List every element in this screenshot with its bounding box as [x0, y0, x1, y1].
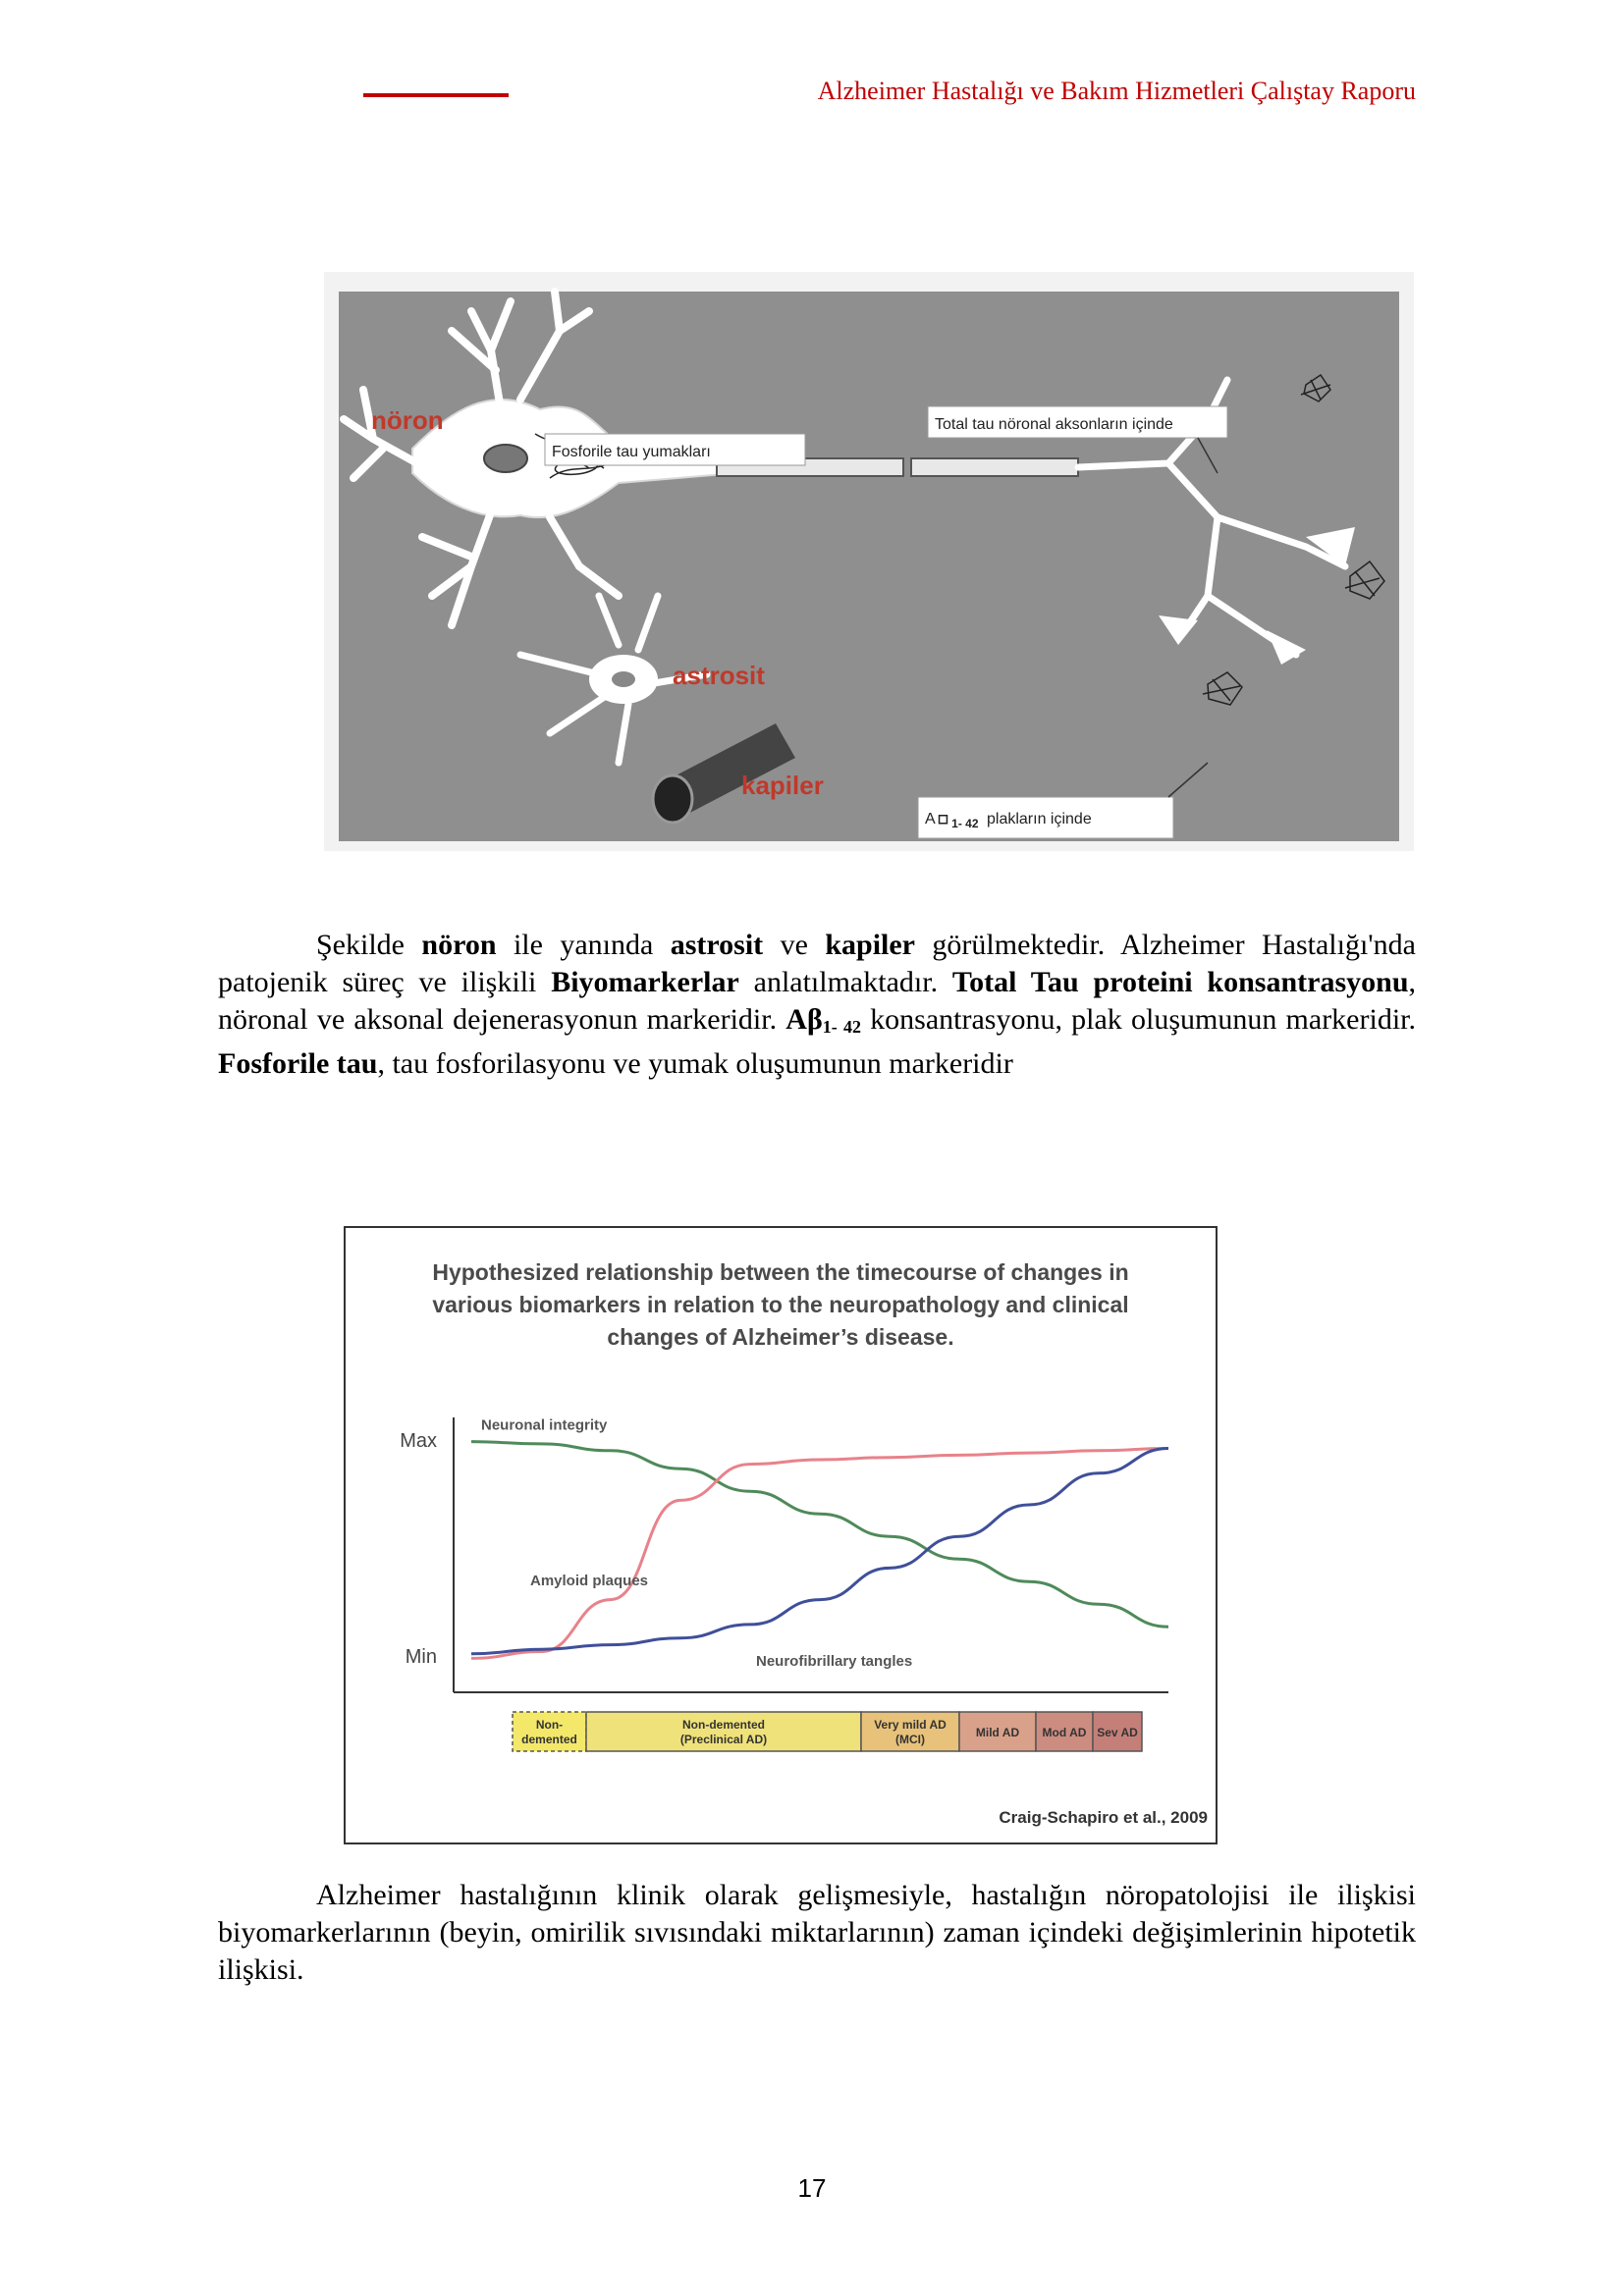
p1-bold-noron: nöron [421, 929, 497, 961]
p1-text-8: , tau fosforilasyonu ve yumak oluşumunun markeridir [377, 1047, 1013, 1080]
label-kapiler: kapiler [741, 771, 824, 800]
stage-label: Non- [535, 1718, 564, 1732]
stage-label: Mild AD [975, 1726, 1020, 1739]
callout-fosforile-text: Fosforile tau yumakları [552, 444, 711, 460]
running-header-title: Alzheimer Hastalığı ve Bakım Hizmetleri Çalıştay Raporu [817, 77, 1416, 105]
label-noron: nöron [371, 405, 444, 435]
chart-title-line1: Hypothesized relationship between the timecourse of changes in [432, 1259, 1129, 1285]
neuron-nucleus [484, 445, 527, 472]
disease-stage-bar [513, 1712, 1142, 1751]
label-astrosit: astrosit [673, 661, 765, 690]
stage-label: Very mild AD [874, 1718, 947, 1732]
stage-label: demented [521, 1733, 577, 1746]
p1-bold-astrosit: astrosit [670, 929, 764, 961]
callout-abeta-prefix: A [925, 811, 935, 828]
biomarker-timecourse-chart [344, 1226, 1218, 1844]
stage-label: Mod AD [1042, 1726, 1087, 1739]
p1-bold-total-tau: Total Tau proteini konsantrasyonu [951, 966, 1409, 998]
stage-label: (Preclinical AD) [679, 1733, 768, 1746]
page-number: 17 [797, 2173, 827, 2203]
p1-bold-abeta: Aβ [785, 1003, 823, 1036]
y-tick-max: Max [400, 1430, 437, 1452]
p1-text-1: Şekilde [316, 929, 422, 961]
callout-total-tau-text: Total tau nöronal aksonların içinde [935, 416, 1173, 433]
stage-label: (MCI) [895, 1733, 925, 1746]
y-tick-min: Min [405, 1646, 437, 1668]
neuron-diagram-figure [324, 272, 1414, 851]
stage-label: Non-demented [682, 1718, 765, 1732]
p1-abeta-subscript: 1- 42 [822, 1017, 861, 1037]
astrocyte-nucleus [612, 671, 635, 687]
paragraph-figure2-caption: Alzheimer hastalığının klinik olarak gelişmesiyle, hastalığın nöropatolojisi ile ilişkisi biyomarkerlarının (beyin, omirilik sıvısındaki miktarlarının) zaman içindeki değişimlerinin hipotetik ilişkisi. [218, 1879, 1416, 1986]
series-label-neurofibrillary-tangles: Neurofibrillary tangles [756, 1653, 913, 1670]
p1-text-5: anlatılmaktadır. [738, 966, 952, 998]
callout-abeta-sub: 1- 42 [951, 817, 979, 830]
stage-label: Sev AD [1097, 1726, 1138, 1739]
series-label-amyloid-plaques: Amyloid plaques [530, 1573, 649, 1589]
series-label-neuronal-integrity: Neuronal integrity [481, 1416, 608, 1434]
p1-bold-biyomarkerlar: Biyomarkerlar [551, 966, 739, 998]
chart-title-line3: changes of Alzheimer’s disease. [607, 1324, 954, 1350]
p1-text-4: görülmektedir. Alzheimer Hastalığı'nda patojenik süreç ve ilişkili [218, 929, 1416, 998]
callout-abeta-missing-glyph: □ [939, 811, 947, 827]
header-rule [363, 93, 509, 97]
p1-text-2: ile yanında [496, 929, 671, 961]
p1-text-7: konsantrasyonu, plak oluşumunun markeridir. [860, 1003, 1416, 1036]
paragraph-figure1-caption [218, 927, 1416, 1083]
p1-text-3: ve [763, 929, 826, 961]
callout-abeta-suffix: plakların içinde [986, 811, 1092, 828]
p1-bold-fosforile-tau: Fosforile tau [218, 1047, 378, 1080]
p1-bold-kapiler: kapiler [825, 929, 915, 961]
p1-text-6: , nöronal ve aksonal dejenerasyonun markeridir. [218, 966, 1416, 1036]
chart-source-citation: Craig-Schapiro et al., 2009 [999, 1808, 1208, 1827]
chart-title-line2: various biomarkers in relation to the neuropathology and clinical [432, 1292, 1129, 1317]
